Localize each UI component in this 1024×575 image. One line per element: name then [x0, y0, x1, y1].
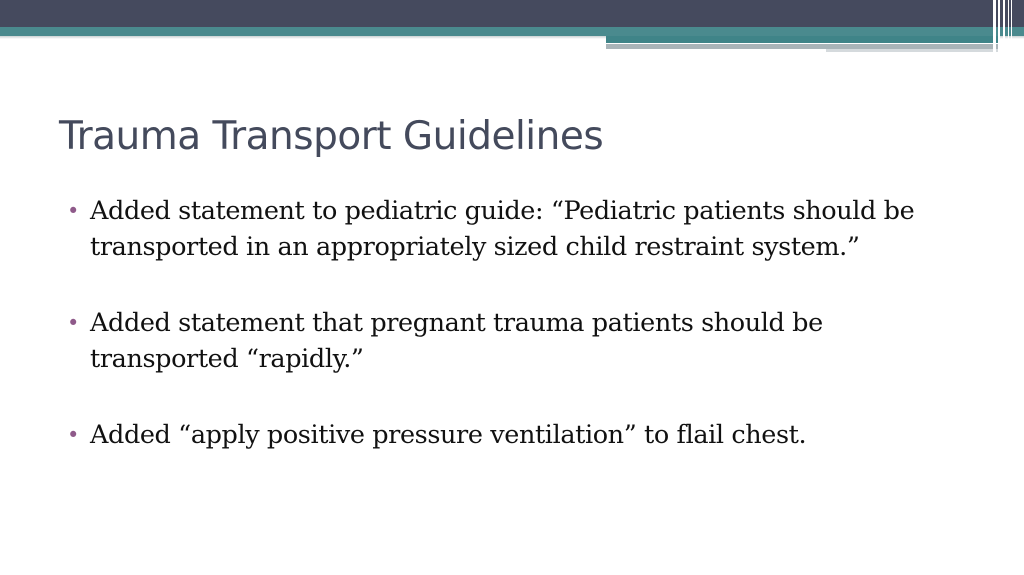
header-accent-bar: [606, 36, 1000, 43]
bullet-marker-icon: •: [67, 199, 79, 223]
header-teal-bar: [0, 27, 1024, 36]
header-edge-stripe: [998, 0, 1000, 52]
header-accent-light-bar: [826, 49, 1000, 52]
header-edge-stripe: [1011, 0, 1012, 52]
bullet-text: Added “apply positive pressure ventilation” to flail chest.: [90, 420, 807, 450]
header-edge-stripe: [993, 0, 996, 52]
bullet-list: [67, 193, 947, 453]
header-edge-stripe: [1003, 0, 1005, 52]
header-edge-stripe: [1008, 0, 1009, 52]
bullet-item: [67, 305, 947, 377]
bullet-item: [67, 417, 947, 453]
bullet-text: Added statement that pregnant trauma patients should be transported “rapidly.”: [90, 308, 823, 374]
header-dark-bar: [0, 0, 1024, 27]
bullet-marker-icon: •: [67, 311, 79, 335]
bullet-item: [67, 193, 947, 265]
bullet-text: Added statement to pediatric guide: “Pediatric patients should be transported in an appropriately sized child restraint system.”: [90, 196, 915, 262]
bullet-marker-icon: •: [67, 423, 79, 447]
slide-title: Trauma Transport Guidelines: [59, 114, 604, 159]
